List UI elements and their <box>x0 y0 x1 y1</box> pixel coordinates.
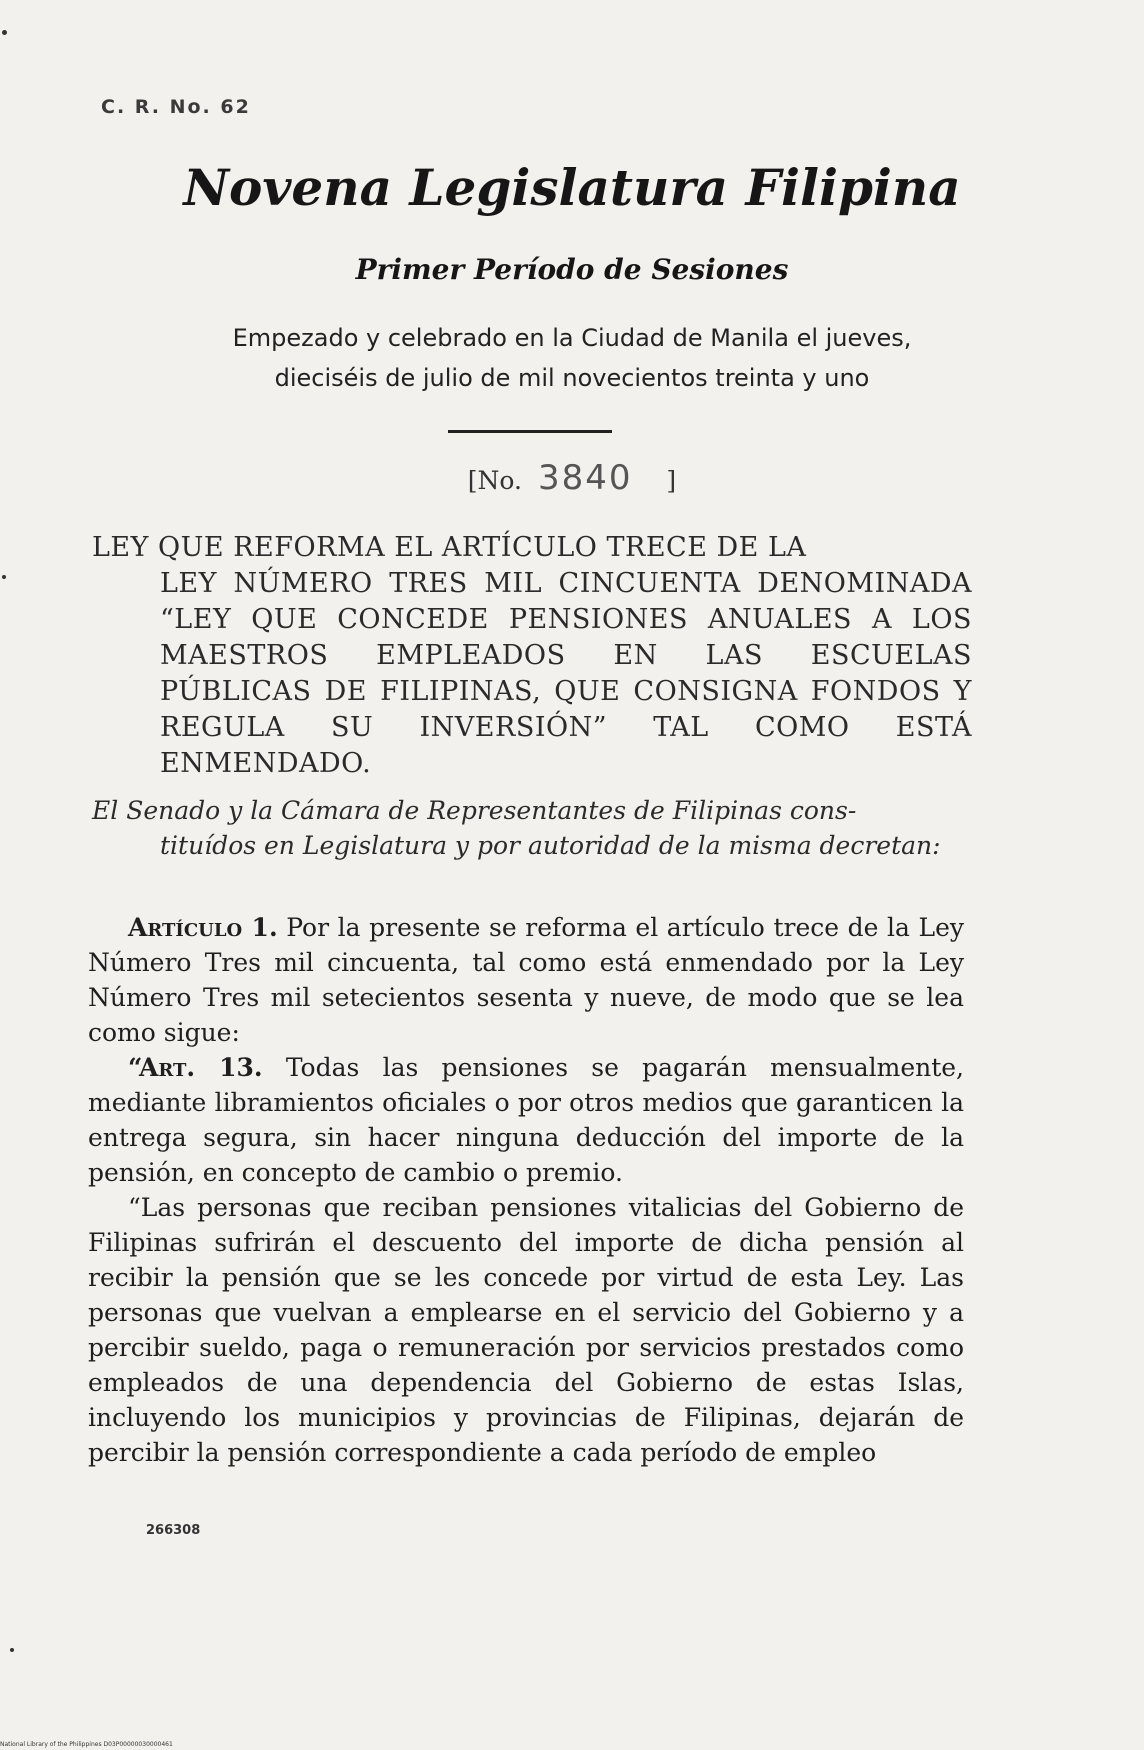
scan-speck <box>2 30 7 35</box>
act-number-suffix: ] <box>666 466 677 495</box>
intro-line: dieciséis de julio de mil novecientos treinta y uno <box>274 364 870 392</box>
article-1-text: Por la presente se reforma el artículo trece de la Ley Número Tres mil cincuenta, tal como está enmendado por la Ley Número Tres mil setecientos sesenta y nueve, de modo que se lea como sigue: <box>88 913 965 1047</box>
article-13-label: “Art. 13. <box>128 1053 263 1082</box>
article-1-paragraph <box>88 910 964 1050</box>
law-title-first-line: LEY QUE REFORMA EL ARTÍCULO TRECE DE LA <box>92 532 807 563</box>
law-title <box>92 530 972 782</box>
intro-line: Empezado y celebrado en la Ciudad de Manila el jueves, <box>232 324 912 352</box>
scan-footer: National Library of the Philippines D03P00000030000461 <box>0 1741 173 1748</box>
divider-rule <box>448 430 612 433</box>
session-subtitle: Primer Período de Sesiones <box>355 253 789 286</box>
enacting-clause-first-line: El Senado y la Cámara de Representantes de Filipinas cons- <box>92 796 857 825</box>
scan-speck <box>2 575 6 579</box>
article-13-text: Todas las pensiones se pagarán mensualmente, mediante libramientos oficiales o por otros medios que garanticen la entrega segura, sin hacer ninguna deducción del importe de la pensión, en concepto de cambio o premio. <box>88 1053 964 1187</box>
enacting-clause <box>92 793 972 863</box>
act-number-prefix: [No. <box>467 466 522 495</box>
legislature-title: Novena Legislatura Filipina <box>183 158 961 217</box>
article-13-paragraph <box>88 1050 964 1190</box>
law-body <box>88 910 964 1470</box>
act-number <box>0 458 1144 498</box>
article-1-label: Artículo 1. <box>128 913 278 942</box>
law-title-rest: LEY NÚMERO TRES MIL CINCUENTA DENOMINADA “LEY QUE CONCEDE PENSIONES ANUALES A LOS MAESTROS EMPLEADOS EN LAS ESCUELAS PÚBLICAS DE FILIPINAS, QUE CONSIGNA FONDOS Y REGULA SU INVERSIÓN” TAL COMO ESTÁ ENMENDADO. <box>160 568 972 779</box>
session-intro <box>100 318 1044 398</box>
act-number-value: 3840 <box>537 458 633 498</box>
pension-paragraph: “Las personas que reciban pensiones vitalicias del Gobierno de Filipinas sufrirán el descuento del importe de dicha pensión al recibir la pensión que se les concede por virtud de esta Ley. Las personas que vuelvan a emplearse en el servicio del Gobierno y a percibir sueldo, paga o remuneración por servicios prestados como empleados de una dependencia del Gobierno de estas Islas, incluyendo los municipios y provincias de Filipinas, dejarán de percibir la pensión correspondiente a cada período de empleo <box>88 1193 964 1467</box>
scan-speck <box>10 1648 14 1652</box>
print-code: 266308 <box>146 1523 201 1538</box>
enacting-clause-rest: tituídos en Legislatura y por autoridad de la misma decretan: <box>160 831 941 860</box>
cr-number: C. R. No. 62 <box>101 96 251 118</box>
